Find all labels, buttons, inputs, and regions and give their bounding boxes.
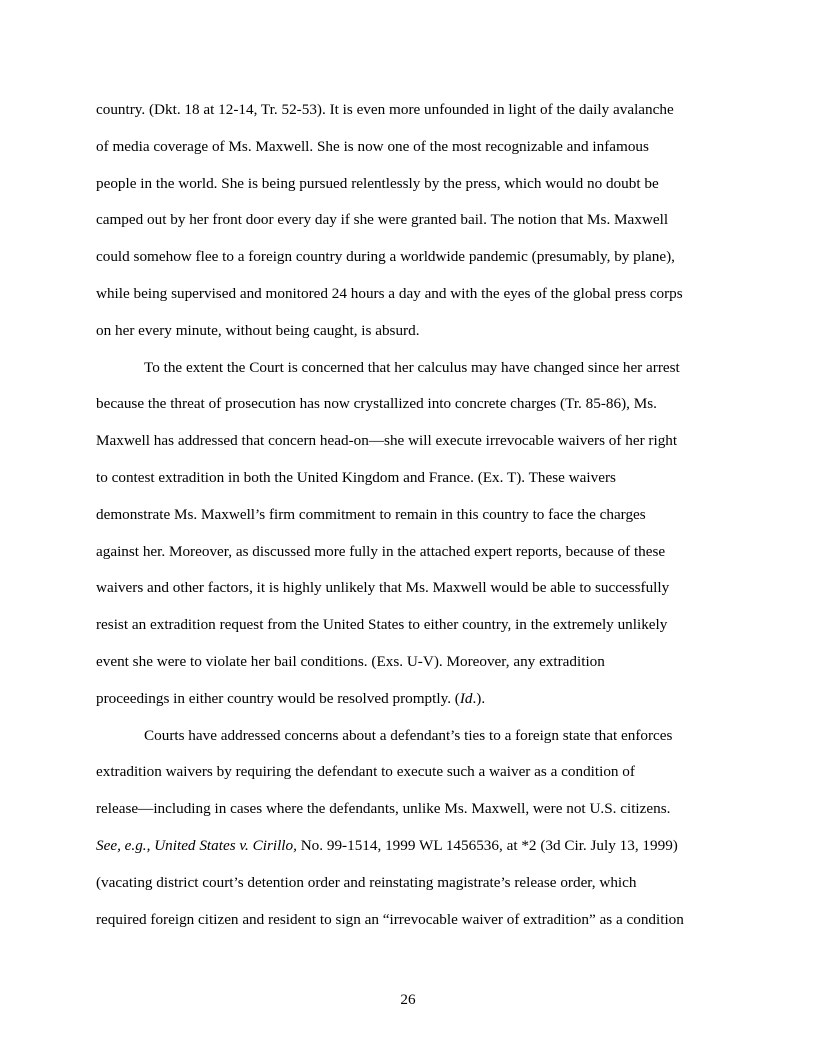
paragraph-2 xyxy=(96,350,720,718)
paragraph-1 xyxy=(96,92,720,350)
text-line: because the threat of prosecution has now crystallized into concrete charges (Tr. 85-86), Ms. xyxy=(96,395,657,413)
text-line: To the extent the Court is concerned that her calculus may have changed since her arrest xyxy=(144,358,680,376)
case-citation: See, e.g., United States v. Cirillo, xyxy=(96,836,297,854)
text-line: country. (Dkt. 18 at 12-14, Tr. 52-53). It is even more unfounded in light of the daily avalanche xyxy=(96,101,674,118)
text-line xyxy=(96,828,720,865)
text-line: event she were to violate her bail conditions. (Exs. U-V). Moreover, any extradition xyxy=(96,652,605,670)
text-line xyxy=(96,681,720,718)
document-body xyxy=(96,92,720,938)
text-line: extradition waivers by requiring the defendant to execute such a waiver as a condition of xyxy=(96,763,635,781)
text-line: resist an extradition request from the United States to either country, in the extremely unlikely xyxy=(96,616,668,634)
text-line: could somehow flee to a foreign country during a worldwide pandemic (presumably, by plane), xyxy=(96,248,675,266)
text-line: (vacating district court’s detention order and reinstating magistrate’s release order, which xyxy=(96,873,637,891)
text-line: waivers and other factors, it is highly unlikely that Ms. Maxwell would be able to successfully xyxy=(96,579,670,597)
text-run: .). xyxy=(472,689,486,707)
text-line: while being supervised and monitored 24 hours a day and with the eyes of the global press corps xyxy=(96,284,683,302)
text-line: demonstrate Ms. Maxwell’s firm commitment to remain in this country to face the charges xyxy=(96,505,646,523)
text-line: Courts have addressed concerns about a defendant’s ties to a foreign state that enforces xyxy=(144,726,673,744)
text-line: release—including in cases where the defendants, unlike Ms. Maxwell, were not U.S. citizens. xyxy=(96,800,671,818)
text-run: No. 99-1514, 1999 WL 1456536, at *2 (3d Cir. July 13, 1999) xyxy=(296,836,678,854)
text-run: proceedings in either country would be resolved promptly. ( xyxy=(96,689,460,707)
text-line: of media coverage of Ms. Maxwell. She is now one of the most recognizable and infamous xyxy=(96,137,649,155)
text-line: people in the world. She is being pursued relentlessly by the press, which would no doubt be xyxy=(96,174,659,192)
text-line: to contest extradition in both the United Kingdom and France. (Ex. T). These waivers xyxy=(96,468,616,486)
text-line: camped out by her front door every day if she were granted bail. The notion that Ms. Maxwell xyxy=(96,211,669,229)
paragraph-3 xyxy=(96,718,720,939)
text-line: on her every minute, without being caught, is absurd. xyxy=(96,321,420,339)
text-line: Maxwell has addressed that concern head-on—she will execute irrevocable waivers of her right xyxy=(96,432,678,450)
page-number: 26 xyxy=(400,991,416,1008)
text-line: against her. Moreover, as discussed more fully in the attached expert reports, because of these xyxy=(96,542,666,560)
citation-signal: Id xyxy=(459,689,473,707)
text-line: required foreign citizen and resident to sign an “irrevocable waiver of extradition” as a condition xyxy=(96,910,684,928)
